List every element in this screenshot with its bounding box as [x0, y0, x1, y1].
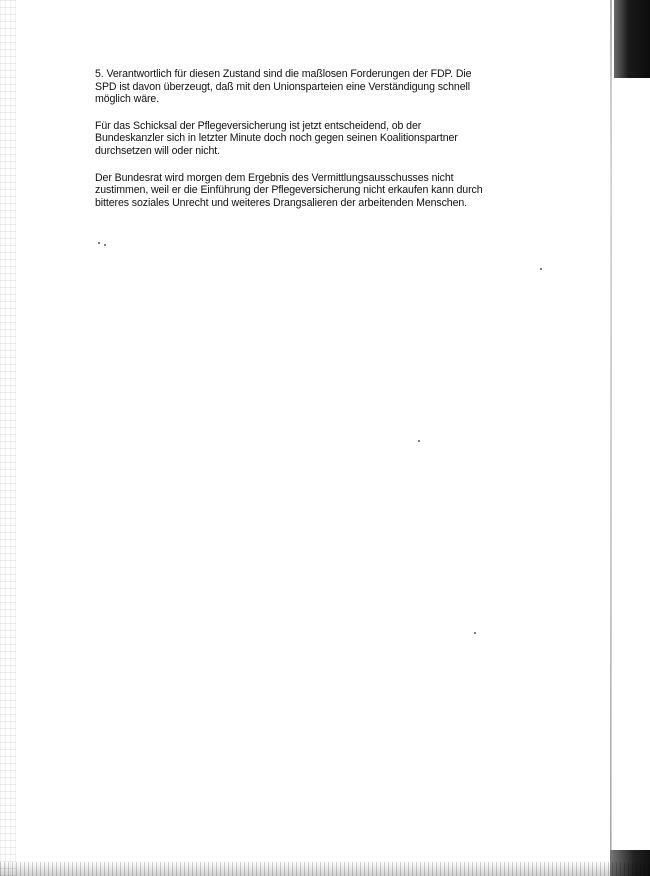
text-line: Der Bundesrat wird morgen dem Ergebnis des Vermittlungsausschusses nicht [95, 171, 454, 184]
paragraph-1 [95, 68, 525, 106]
text-line: Bundeskanzler sich in letzter Minute doch noch gegen seinen Koalitionspartner [95, 132, 458, 145]
scan-speck [418, 440, 420, 442]
scan-speck [98, 242, 100, 244]
text-line: zustimmen, weil er die Einführung der Pflegeversicherung nicht erkaufen kann durch [95, 184, 483, 197]
scan-shadow-top-right [614, 0, 650, 78]
scan-edge-bottom [0, 862, 650, 876]
text-line: bitteres soziales Unrecht und weiteres Drangsalieren der arbeitenden Menschen. [95, 196, 468, 209]
paragraph-3 [95, 172, 525, 210]
scan-speck [540, 268, 542, 270]
text-line: SPD ist davon überzeugt, daß mit den Unionsparteien eine Verständigung schnell [95, 80, 470, 93]
text-line: durchsetzen will oder nicht. [95, 144, 220, 157]
scan-speck [474, 632, 476, 634]
scan-edge-right-strip [611, 78, 650, 876]
text-line: Für das Schicksal der Pflegeversicherung ist jetzt entscheidend, ob der [95, 119, 422, 132]
text-line: 5. Verantwortlich für diesen Zustand sind die maßlosen Forderungen der FDP. Die [95, 68, 472, 80]
paragraph-2 [95, 120, 525, 158]
scan-edge-left [0, 0, 16, 876]
text-line: möglich wäre. [95, 93, 160, 106]
scan-speck [104, 244, 106, 246]
document-body [95, 68, 525, 223]
